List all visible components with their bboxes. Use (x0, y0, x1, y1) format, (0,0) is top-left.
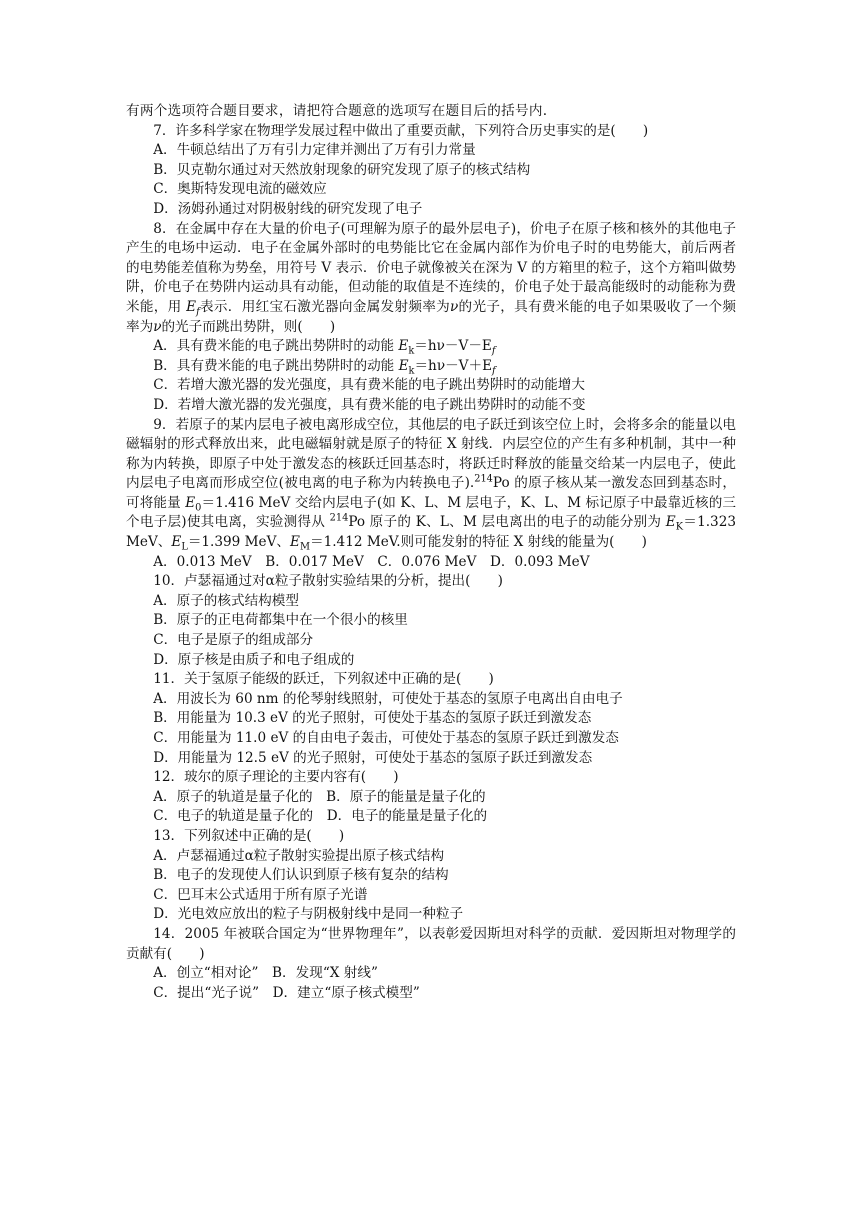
question-14-options-ab: A．创立“相对论” B．发现“X 射线” (153, 965, 378, 982)
question-11-option-c: C．用能量为 11.0 eV 的自由电子轰击，可使处于基态的氢原子跃迁到激发态 (153, 730, 619, 746)
instructions-text: 有两个选项符合题目要求，请把符合题意的选项写在题目后的括号内. (126, 103, 548, 119)
question-11-option-a: A．用波长为 60 nm 的伦琴射线照射，可使处于基态的氢原子电离出自由电子 (153, 690, 623, 707)
question-7 (126, 122, 736, 220)
question-10-stem: 10．卢瑟福通过对α粒子散射实验结果的分析，提出( ) (153, 573, 503, 590)
question-10 (126, 572, 736, 670)
question-13-option-c: C．巴耳末公式适用于所有原子光谱 (153, 886, 368, 903)
question-7-option-b: B．贝克勒尔通过对天然放射现象的研究发现了原子的核式结构 (153, 161, 531, 178)
question-14-options-cd: C．提出“光子说” D．建立“原子核式模型” (153, 984, 420, 1001)
question-7-option-c: C．奥斯特发现电流的磁效应 (153, 181, 327, 198)
question-9-options: A．0.013 MeV B．0.017 MeV C．0.076 MeV D．0.093 MeV (153, 553, 590, 570)
exam-page (126, 102, 736, 1003)
question-8 (126, 220, 736, 416)
question-12 (126, 768, 736, 827)
question-11-stem: 11．关于氢原子能级的跃迁，下列叙述中正确的是( ) (153, 671, 494, 688)
question-7-option-a: A．牛顿总结出了万有引力定律并测出了万有引力常量 (153, 142, 476, 159)
question-13-option-a: A．卢瑟福通过α粒子散射实验提出原子核式结构 (153, 847, 445, 864)
question-8-option-d: D．若增大激光器的发光强度，具有费米能的电子跳出势阱时的动能不变 (153, 396, 586, 413)
question-11-option-d: D．用能量为 12.5 eV 的光子照射，可使处于基态的氢原子跃迁到激发态 (153, 749, 593, 766)
question-11 (126, 670, 736, 768)
question-13-stem: 13．下列叙述中正确的是( ) (153, 827, 345, 844)
question-13-option-b: B．电子的发现使人们认识到原子核有复杂的结构 (153, 867, 449, 884)
question-8-option-b: B．具有费米能的电子跳出势阱时的动能 $E_k=h\nu-V+E_f$ (153, 357, 496, 377)
question-8-option-a: A．具有费米能的电子跳出势阱时的动能 $E_k=h\nu-V-E_f$ (153, 338, 496, 357)
question-10-option-c: C．电子是原子的组成部分 (153, 632, 314, 649)
question-12-stem: 12．玻尔的原子理论的主要内容有( ) (153, 769, 399, 786)
question-9 (126, 416, 736, 573)
question-10-option-d: D．原子核是由质子和电子组成的 (153, 651, 355, 668)
question-13 (126, 827, 736, 925)
question-14-stem: 14．2005 年被联合国定为“世界物理年”，以表彰爱因斯坦对科学的贡献．爱因斯坦对物理学的贡献有( ) (126, 925, 736, 962)
question-12-options-ab: A．原子的轨道是量子化的 B．原子的能量是量子化的 (153, 788, 486, 805)
question-7-option-d: D．汤姆孙通过对阴极射线的研究发现了电子 (153, 200, 423, 217)
question-11-option-b: B．用能量为 10.3 eV 的光子照射，可使处于基态的氢原子跃迁到激发态 (153, 710, 592, 727)
question-10-option-a: A．原子的核式结构模型 (153, 592, 299, 609)
question-14 (126, 925, 736, 1003)
question-8-stem: 8．在金属中存在大量的价电子(可理解为原子的最外层电子)，价电子在原子核和核外的其他电子产生的电场中运动．电子在金属外部时的电势能比它在金属内部作为价电子时的电势能大，前后两者的电势能差值称为势垒，用符号 V 表示．价电子就像被关在深为 V 的方箱里的粒子，这个方箱叫做势阱，价电子在势阱内运动具有动能，但动能的取值是不连续的，价电子处于最高能级时的动能称为费米能，用 $E_f$表示．用红宝石激光器向金属发射频率为ν的光子，具有费米能的电子如果吸收了一个频率为ν的光子而跳出势阱，则( ) (126, 220, 737, 335)
question-8-option-c: C．若增大激光器的发光强度，具有费米能的电子跳出势阱时的动能增大 (153, 377, 585, 394)
question-10-option-b: B．原子的正电荷都集中在一个很小的核里 (153, 612, 408, 629)
question-7-stem: 7．许多科学家在物理学发展过程中做出了重要贡献，下列符合历史事实的是( ) (153, 122, 649, 139)
question-12-options-cd: C．电子的轨道是量子化的 D．电子的能量是量子化的 (153, 808, 488, 825)
question-13-option-d: D．光电效应放出的粒子与阴极射线中是同一种粒子 (153, 906, 464, 923)
question-9-stem: 9．若原子的某内层电子被电离形成空位，其他层的电子跃迁到该空位上时，会将多余的能量以电磁辐射的形式释放出来，此电磁辐射就是原子的特征 X 射线．内层空位的产生有多种机制，其中一种称为内转换，即原子中处于激发态的核跃迁回基态时，将跃迁时释放的能量交给某一内层电子，使此内层电子电离而形成空位(被电离的电子称为内转换电子).$^{214}$Po 的原子核从某一激发态回到基态时，可将能量 $E_0=1.416$ MeV 交给内层电子(如 K、L、M 层电子，K、L、M 标记原子中最靠近核的三个电子层)使其电离，实验测得从 $^{214}$Po 原子的 K、L、M 层电离出的电子的动能分别为 $E_K=1.323$ MeV、$E_L=1.399$ MeV、$E_M=1.412$ MeV.则可能发射的特征 X 射线的能量为( ) (126, 416, 737, 553)
